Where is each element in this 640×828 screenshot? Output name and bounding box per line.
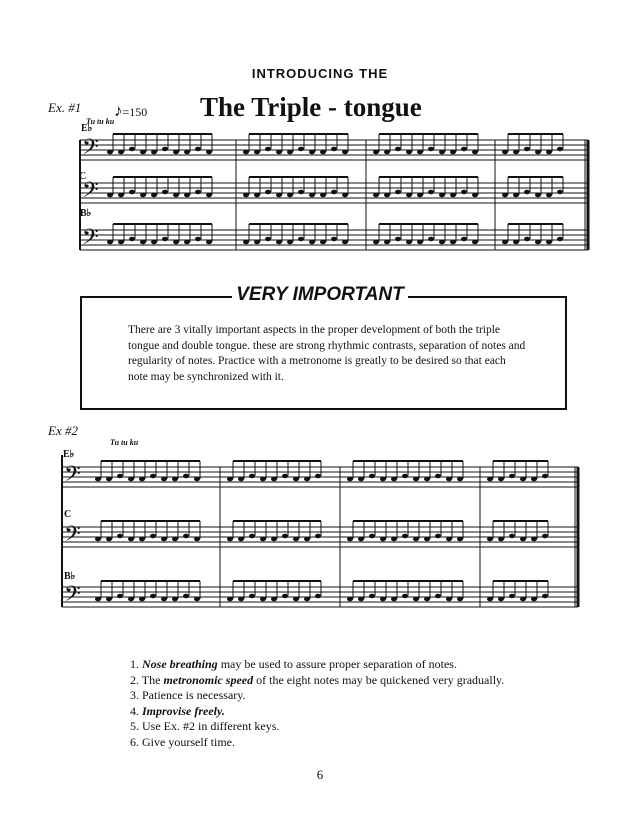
note-head — [446, 477, 452, 482]
note-head — [498, 537, 504, 542]
note-head — [227, 597, 233, 602]
note-head — [384, 240, 390, 245]
note-head — [424, 477, 430, 482]
note-head — [439, 150, 445, 155]
note-head — [509, 594, 515, 599]
note-head — [173, 240, 179, 245]
note-head — [395, 190, 401, 195]
practice-tips-list — [130, 657, 570, 750]
note-head — [194, 597, 200, 602]
note-head — [557, 190, 563, 195]
example-2-label: Ex #2 — [48, 423, 78, 438]
note-head — [557, 147, 563, 152]
note-head — [304, 597, 310, 602]
note-head — [129, 237, 135, 242]
note-head — [513, 240, 519, 245]
note-head — [373, 150, 379, 155]
tip-item: 4. Improvise freely. — [130, 703, 225, 718]
example-1-label: Ex. #1 — [48, 100, 82, 115]
page-kicker: INTRODUCING THE — [251, 66, 389, 81]
page-title: The Triple - tongue — [200, 92, 422, 122]
note-head — [472, 240, 478, 245]
note-head — [161, 477, 167, 482]
note-head — [298, 190, 304, 195]
note-head — [249, 534, 255, 539]
note-head — [315, 594, 321, 599]
note-head — [446, 597, 452, 602]
note-head — [150, 474, 156, 479]
note-head — [139, 477, 145, 482]
note-head — [309, 240, 315, 245]
note-head — [95, 597, 101, 602]
note-head — [293, 477, 299, 482]
note-head — [298, 237, 304, 242]
note-head — [162, 190, 168, 195]
example-2-key-bb: B♭ — [64, 571, 76, 582]
note-head — [380, 537, 386, 542]
note-head — [194, 537, 200, 542]
note-head — [238, 537, 244, 542]
note-head — [391, 477, 397, 482]
note-head — [260, 537, 266, 542]
note-head — [331, 147, 337, 152]
note-head — [424, 537, 430, 542]
note-head — [369, 594, 375, 599]
note-head — [546, 150, 552, 155]
note-head — [287, 240, 293, 245]
note-head — [428, 190, 434, 195]
note-head — [206, 150, 212, 155]
note-head — [358, 597, 364, 602]
bass-clef-icon: 𝄢 — [64, 522, 81, 552]
note-head — [417, 240, 423, 245]
note-head — [347, 537, 353, 542]
note-head — [107, 193, 113, 198]
note-head — [342, 240, 348, 245]
note-head — [304, 477, 310, 482]
note-head — [542, 594, 548, 599]
note-head — [395, 237, 401, 242]
note-head — [184, 240, 190, 245]
note-head — [150, 594, 156, 599]
note-head — [435, 594, 441, 599]
note-head — [413, 477, 419, 482]
note-head — [117, 534, 123, 539]
note-head — [195, 147, 201, 152]
note-head — [450, 150, 456, 155]
note-head — [107, 150, 113, 155]
note-head — [373, 193, 379, 198]
note-head — [95, 477, 101, 482]
example-2-syllables: Tu tu ku — [110, 438, 139, 447]
note-head — [546, 240, 552, 245]
note-head — [139, 537, 145, 542]
note-head — [461, 237, 467, 242]
note-head — [472, 150, 478, 155]
note-head — [384, 150, 390, 155]
very-important-heading-wrap — [0, 284, 640, 306]
note-head — [450, 193, 456, 198]
tip-item: 1. Nose breathing may be used to assure proper separation of notes. — [130, 657, 457, 671]
bass-clef-icon: 𝄢 — [82, 225, 99, 255]
tip-item: 3. Patience is necessary. — [130, 688, 246, 702]
note-head — [502, 193, 508, 198]
note-head — [117, 474, 123, 479]
note-head — [118, 240, 124, 245]
note-head — [260, 597, 266, 602]
note-head — [195, 237, 201, 242]
note-head — [129, 190, 135, 195]
note-head — [249, 474, 255, 479]
note-head — [271, 537, 277, 542]
note-head — [535, 240, 541, 245]
note-head — [162, 147, 168, 152]
note-head — [520, 537, 526, 542]
very-important-text: There are 3 vitally important aspects in the proper development of both the triple tongue and double tongue. these are strong rhythmic contrasts, separation of notes and regularity of notes. Practice with a metronome is greatly to be desired so that each note may be synchronized with it. — [128, 324, 526, 383]
very-important-heading: VERY IMPORTANT — [232, 284, 408, 305]
note-head — [487, 477, 493, 482]
note-head — [413, 537, 419, 542]
note-head — [502, 150, 508, 155]
note-head — [531, 537, 537, 542]
note-head — [391, 597, 397, 602]
note-head — [309, 150, 315, 155]
note-head — [151, 150, 157, 155]
note-head — [254, 150, 260, 155]
note-head — [320, 240, 326, 245]
note-head — [107, 240, 113, 245]
note-head — [320, 150, 326, 155]
note-head — [282, 594, 288, 599]
note-head — [498, 597, 504, 602]
note-head — [254, 240, 260, 245]
note-head — [128, 537, 134, 542]
note-head — [265, 147, 271, 152]
note-head — [304, 537, 310, 542]
note-head — [315, 474, 321, 479]
note-head — [238, 597, 244, 602]
note-head — [128, 597, 134, 602]
note-head — [194, 477, 200, 482]
note-head — [206, 193, 212, 198]
note-head — [173, 150, 179, 155]
note-head — [129, 147, 135, 152]
note-head — [417, 193, 423, 198]
note-head — [428, 147, 434, 152]
note-head — [128, 477, 134, 482]
note-head — [271, 477, 277, 482]
note-head — [293, 597, 299, 602]
note-head — [118, 150, 124, 155]
note-head — [373, 240, 379, 245]
note-head — [243, 193, 249, 198]
note-head — [461, 190, 467, 195]
note-head — [406, 150, 412, 155]
note-head — [487, 537, 493, 542]
note-head — [249, 594, 255, 599]
note-head — [524, 237, 530, 242]
note-head — [509, 474, 515, 479]
note-head — [406, 240, 412, 245]
note-head — [309, 193, 315, 198]
note-head — [450, 240, 456, 245]
note-head — [139, 597, 145, 602]
note-head — [282, 534, 288, 539]
note-head — [238, 477, 244, 482]
note-head — [380, 477, 386, 482]
note-head — [439, 193, 445, 198]
note-head — [513, 193, 519, 198]
note-head — [162, 237, 168, 242]
note-head — [513, 150, 519, 155]
note-head — [243, 150, 249, 155]
note-head — [161, 537, 167, 542]
note-head — [140, 240, 146, 245]
note-head — [151, 240, 157, 245]
note-head — [347, 597, 353, 602]
note-head — [347, 477, 353, 482]
note-head — [457, 477, 463, 482]
note-head — [173, 193, 179, 198]
note-head — [402, 474, 408, 479]
note-head — [428, 237, 434, 242]
note-head — [276, 240, 282, 245]
note-head — [271, 597, 277, 602]
note-head — [402, 594, 408, 599]
note-head — [161, 597, 167, 602]
note-head — [265, 237, 271, 242]
note-head — [520, 597, 526, 602]
note-head — [106, 477, 112, 482]
note-head — [118, 193, 124, 198]
note-head — [417, 150, 423, 155]
bass-clef-icon: 𝄢 — [64, 462, 81, 492]
note-head — [535, 193, 541, 198]
bass-clef-icon: 𝄢 — [82, 178, 99, 208]
note-head — [106, 537, 112, 542]
note-head — [395, 147, 401, 152]
note-head — [461, 147, 467, 152]
note-head — [260, 477, 266, 482]
note-head — [95, 537, 101, 542]
note-head — [524, 147, 530, 152]
note-head — [391, 537, 397, 542]
eighth-note-icon: ♪ — [114, 101, 123, 120]
note-head — [557, 237, 563, 242]
note-head — [227, 537, 233, 542]
note-head — [227, 477, 233, 482]
note-head — [331, 190, 337, 195]
note-head — [542, 474, 548, 479]
bass-clefs — [82, 135, 99, 255]
note-head — [546, 193, 552, 198]
note-head — [320, 193, 326, 198]
note-head — [206, 240, 212, 245]
note-head — [358, 537, 364, 542]
note-head — [424, 597, 430, 602]
note-head — [402, 534, 408, 539]
note-head — [265, 190, 271, 195]
note-head — [342, 150, 348, 155]
note-head — [457, 537, 463, 542]
note-head — [151, 193, 157, 198]
note-head — [439, 240, 445, 245]
page-number: 6 — [316, 767, 324, 782]
note-head — [195, 190, 201, 195]
example-1-syllables: Tu tu ku — [86, 117, 115, 126]
note-head — [172, 537, 178, 542]
note-head — [315, 534, 321, 539]
tip-item: 2. The metronomic speed of the eight notes may be quickened very gradually. — [130, 672, 505, 687]
note-head — [287, 150, 293, 155]
example-2-key-eb: E♭ — [63, 449, 75, 460]
note-head — [276, 150, 282, 155]
note-head — [293, 537, 299, 542]
tip-item: 5. Use Ex. #2 in different keys. — [130, 719, 280, 733]
note-head — [542, 534, 548, 539]
note-head — [472, 193, 478, 198]
bass-clef-icon: 𝄢 — [64, 582, 81, 612]
example-1-notation — [40, 118, 600, 268]
note-head — [531, 597, 537, 602]
example-1-key-eb: E♭ — [81, 123, 93, 134]
note-head — [520, 477, 526, 482]
note-head — [535, 150, 541, 155]
note-head — [342, 193, 348, 198]
tempo-value: =150 — [122, 105, 148, 119]
note-head — [184, 150, 190, 155]
note-head — [446, 537, 452, 542]
note-head — [254, 193, 260, 198]
note-head — [435, 474, 441, 479]
note-head — [384, 193, 390, 198]
note-head — [406, 193, 412, 198]
note-head — [276, 193, 282, 198]
note-head — [282, 474, 288, 479]
note-head — [369, 474, 375, 479]
note-head — [369, 534, 375, 539]
note-head — [380, 597, 386, 602]
note-head — [183, 534, 189, 539]
bass-clef-icon: 𝄢 — [82, 135, 99, 165]
note-head — [140, 193, 146, 198]
note-head — [524, 190, 530, 195]
note-head — [435, 534, 441, 539]
tip-item: 6. Give yourself time. — [130, 734, 235, 749]
note-head — [457, 597, 463, 602]
note-head — [106, 597, 112, 602]
example-1-key-c: C — [79, 171, 87, 182]
note-head — [487, 597, 493, 602]
note-head — [117, 594, 123, 599]
note-head — [531, 477, 537, 482]
note-head — [183, 594, 189, 599]
note-head — [358, 477, 364, 482]
note-head — [331, 237, 337, 242]
example-1-key-bb: B♭ — [80, 208, 92, 219]
example-2-key-c: C — [64, 509, 72, 520]
note-head — [502, 240, 508, 245]
note-head — [172, 597, 178, 602]
note-head — [287, 193, 293, 198]
note-head — [298, 147, 304, 152]
note-head — [172, 477, 178, 482]
note-head — [509, 534, 515, 539]
note-head — [498, 477, 504, 482]
note-head — [140, 150, 146, 155]
note-head — [150, 534, 156, 539]
note-head — [413, 597, 419, 602]
note-head — [183, 474, 189, 479]
note-head — [243, 240, 249, 245]
note-head — [184, 193, 190, 198]
example-2-notation — [40, 445, 600, 625]
